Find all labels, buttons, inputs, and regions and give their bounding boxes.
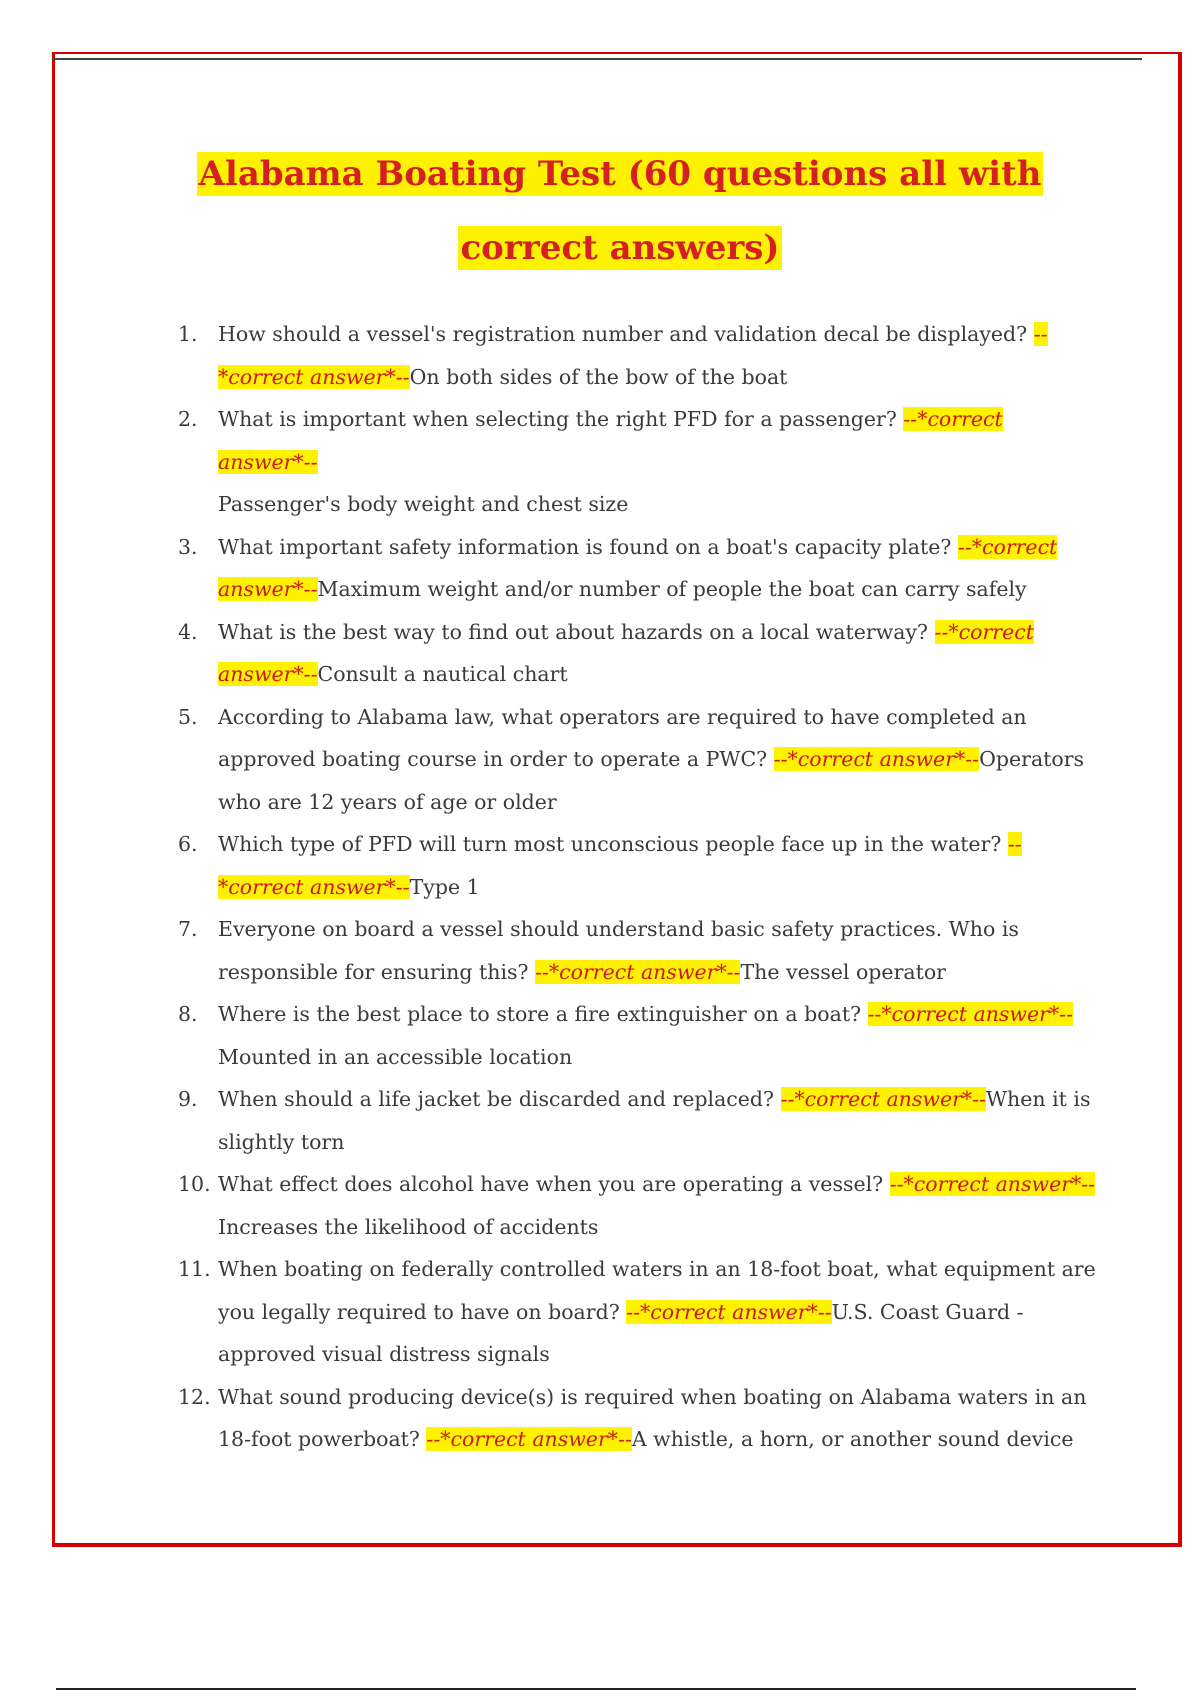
- correct-answer-marker: --*correct answer*--: [867, 1002, 1073, 1026]
- answer-text: Consult a nautical chart: [317, 662, 568, 686]
- question-number: 11.: [178, 1257, 211, 1281]
- correct-answer-marker: --*correct answer*--: [780, 1087, 986, 1111]
- question-text: How should a vessel's registration number and validation decal be displayed?: [218, 322, 1034, 346]
- answer-text: Type 1: [409, 874, 480, 899]
- answer-text: The vessel operator: [740, 959, 946, 984]
- answer-text: When it is slightly torn: [218, 1087, 1091, 1154]
- question-item: [178, 1376, 1098, 1461]
- question-number: 12.: [178, 1384, 211, 1409]
- question-list: [178, 313, 1098, 1461]
- question-text: Everyone on board a vessel should understand basic safety practices. Who is responsible for ensuring this?: [218, 917, 1019, 984]
- question-number: 10.: [178, 1172, 211, 1196]
- question-number: 8.: [178, 1002, 198, 1026]
- answer-text: A whistle, a horn, or another sound device: [631, 1427, 1074, 1451]
- correct-answer-marker: --*correct answer*--: [889, 1172, 1096, 1196]
- question-number: 6.: [178, 832, 198, 856]
- question-item: [178, 823, 1098, 908]
- question-number: 1.: [178, 322, 198, 346]
- question-item: [178, 611, 1098, 696]
- question-text: When should a life jacket be discarded and replaced?: [218, 1087, 781, 1111]
- question-item: [178, 1248, 1098, 1376]
- correct-answer-marker: --*correct answer*--: [535, 959, 741, 984]
- question-item: [178, 398, 1098, 526]
- question-text: What effect does alcohol have when you are operating a vessel?: [218, 1172, 890, 1196]
- answer-text: Passenger's body weight and chest size: [218, 492, 629, 516]
- answer-text: On both sides of the bow of the boat: [409, 364, 788, 389]
- correct-answer-marker: --*correct answer*--: [626, 1299, 832, 1324]
- answer-text: U.S. Coast Guard - approved visual distress signals: [218, 1299, 1024, 1366]
- answer-text: Mounted in an accessible location: [218, 1044, 573, 1069]
- correct-answer-marker: --*correct answer*--: [773, 747, 980, 771]
- title-block: [160, 140, 1080, 288]
- question-text: What is the best way to find out about hazards on a local waterway?: [218, 619, 935, 644]
- top-rule: [52, 58, 1142, 60]
- question-number: 5.: [178, 704, 198, 729]
- question-number: 3.: [178, 534, 198, 559]
- question-number: 4.: [178, 619, 198, 644]
- question-item: [178, 313, 1098, 398]
- footer-rule: [56, 1688, 1136, 1690]
- correct-answer-marker: --*correct answer*--: [218, 832, 1022, 899]
- correct-answer-marker: --*correct answer*--: [426, 1427, 632, 1451]
- question-text: Which type of PFD will turn most unconscious people face up in the water?: [218, 832, 1008, 856]
- question-item: [178, 993, 1098, 1078]
- answer-text: Increases the likelihood of accidents: [218, 1214, 599, 1239]
- answer-text: Maximum weight and/or number of people the boat can carry safely: [317, 577, 1027, 601]
- page-title: Alabama Boating Test (60 questions all with correct answers): [198, 154, 1042, 268]
- correct-answer-marker: --*correct answer*--: [218, 407, 1003, 474]
- question-item: [178, 908, 1098, 993]
- question-text: What is important when selecting the right PFD for a passenger?: [218, 407, 904, 431]
- question-number: 9.: [178, 1087, 198, 1111]
- question-text: According to Alabama law, what operators are required to have completed an approved boating course in order to operate a PWC?: [218, 704, 1027, 771]
- question-item: [178, 526, 1098, 611]
- question-text: What sound producing device(s) is required when boating on Alabama waters in an 18-foot powerboat?: [218, 1384, 1087, 1451]
- question-text: When boating on federally controlled waters in an 18-foot boat, what equipment are you legally required to have on board?: [218, 1257, 1096, 1324]
- question-item: [178, 1163, 1098, 1248]
- correct-answer-marker: --*correct answer*--: [218, 534, 1058, 601]
- question-number: 7.: [178, 917, 198, 941]
- question-number: 2.: [178, 407, 198, 431]
- answer-text: Operators who are 12 years of age or older: [218, 747, 1085, 814]
- correct-answer-marker: --*correct answer*--: [218, 322, 1048, 389]
- question-item: [178, 1078, 1098, 1163]
- question-text: What important safety information is found on a boat's capacity plate?: [218, 534, 958, 559]
- question-text: Where is the best place to store a fire extinguisher on a boat?: [218, 1002, 868, 1026]
- question-item: [178, 696, 1098, 824]
- correct-answer-marker: --*correct answer*--: [218, 619, 1034, 686]
